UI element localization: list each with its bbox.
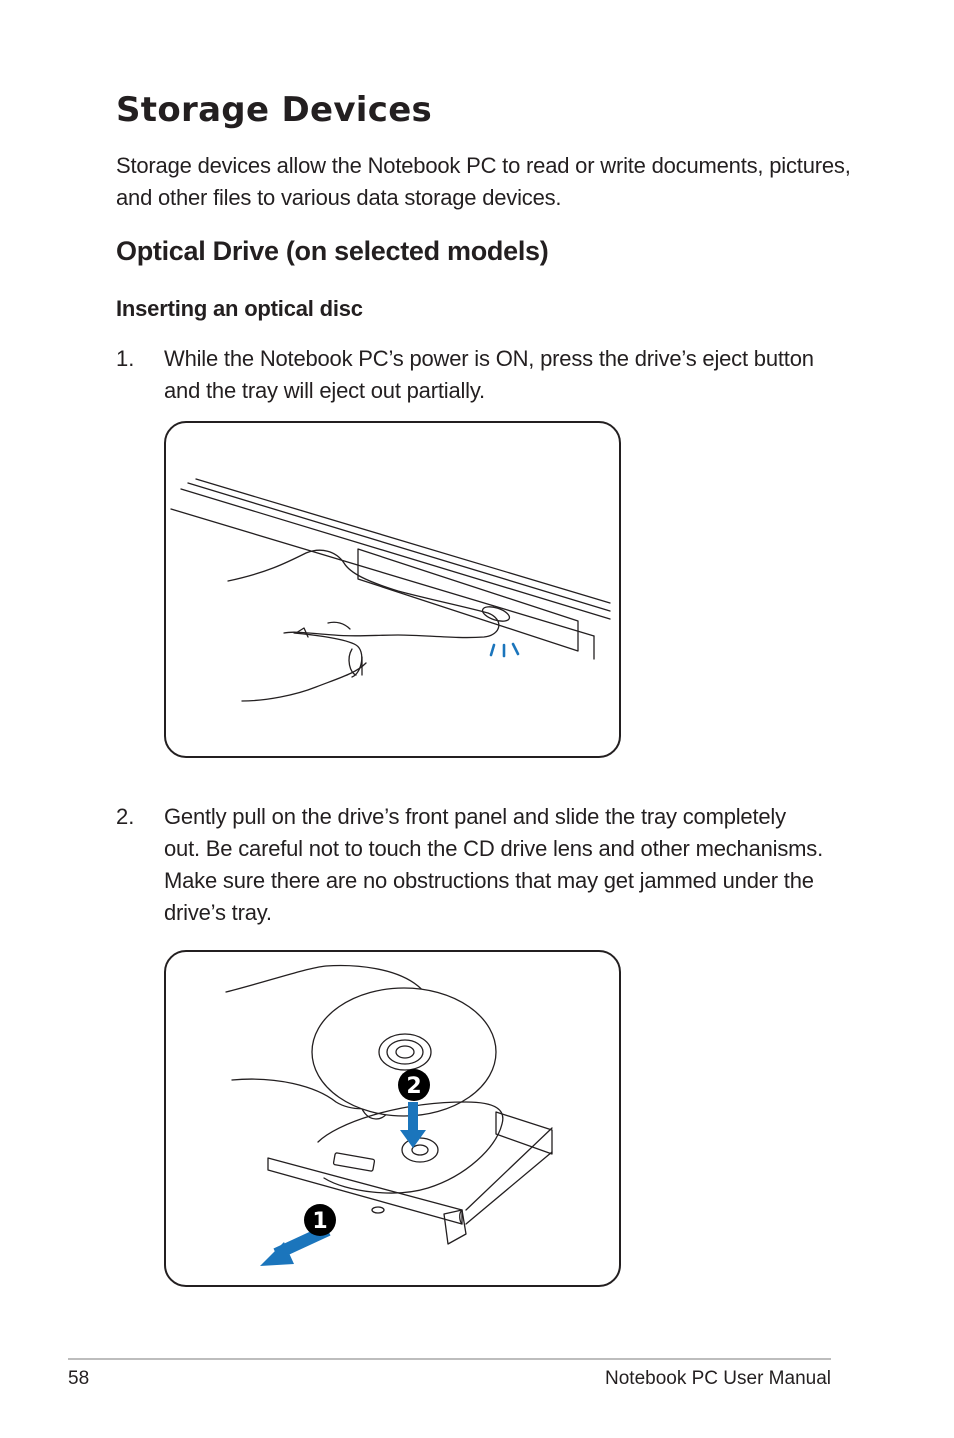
figure-eject-button [164,421,621,758]
callout-2-label: 2 [406,1074,422,1099]
eject-button [372,1207,384,1213]
manual-title: Notebook PC User Manual [605,1368,831,1389]
page-title: Storage Devices [116,90,433,130]
callout-1-label: 1 [312,1209,328,1234]
step-2-text: Gently pull on the drive’s front panel and slide the tray completely out. Be careful not to touch the CD drive lens and other mechanisms. Make sure there are no obstructions that may get jammed under the drive’s tray. [164,804,823,925]
notebook-edge-line [181,489,610,619]
drive-body [496,1112,552,1154]
page-number: 58 [68,1368,90,1389]
tray-illustration [166,952,618,1284]
eject-illustration [166,423,618,755]
subsection-title: Inserting an optical disc [116,296,363,321]
figure-tray-out [164,950,621,1287]
step-2-number: 2. [116,804,135,829]
lens-sled [333,1153,374,1172]
callout-2 [398,1069,430,1101]
callout-1 [304,1204,336,1236]
press-indicator [491,644,518,656]
section-title: Optical Drive (on selected models) [116,236,549,266]
spindle [402,1138,438,1162]
notebook-edge-line [196,479,610,603]
step-1-number: 1. [116,346,135,371]
intro-paragraph: Storage devices allow the Notebook PC to read or write documents, pictures, and other files to various data storage devices. [116,153,851,210]
footer-rule [68,1358,831,1360]
step-1-text: While the Notebook PC’s power is ON, press the drive’s eject button and the tray will eject out partially. [164,346,814,403]
